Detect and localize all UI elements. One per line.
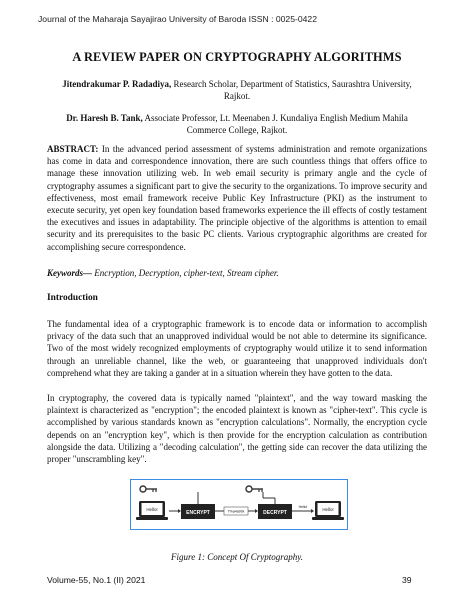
footer-volume: Volume-55, No.1 (II) 2021 xyxy=(47,575,146,585)
section-heading-introduction: Introduction xyxy=(47,293,98,303)
plaintext-arrow-label: Hello! xyxy=(298,505,308,509)
author-2 xyxy=(50,113,424,136)
encrypt-block xyxy=(157,489,215,519)
right-key-icon xyxy=(246,486,263,492)
figure-caption: Figure 1: Concept Of Cryptography. xyxy=(171,552,303,562)
left-key-icon xyxy=(140,486,157,492)
abstract-label: ABSTRACT: xyxy=(47,144,99,154)
author-2-name: Dr. Haresh B. Tank, xyxy=(66,113,143,123)
plaintext-left: Hello! xyxy=(146,507,158,512)
author-1-city: Rajkot. xyxy=(223,90,251,101)
figure-cryptography-concept xyxy=(130,479,348,530)
author-1-affiliation: Research Scholar, Department of Statistics, Saurashtra University, xyxy=(171,79,412,89)
author-1 xyxy=(50,79,424,102)
author-1-name: Jitendrakumar P. Radadiya, xyxy=(62,79,172,89)
introduction-paragraph-2: In cryptography, the covered data is typically named "plaintext", and the way toward masking the plaintext is characterized as "encryption"; the encoded plaintext is known as "cipher-text". This cycle is accomplished by various standards known as "encryption calculations". Normally, the encryption cycle depends on an "encryption key", which is then provide for the encryption calculation as contribution alongside the data. Utilizing a "decoding calculation", the getting side can recover the data utilizing the proper "unscrambling key". xyxy=(47,393,427,465)
paper-title: A REVIEW PAPER ON CRYPTOGRAPHY ALGORITHMS xyxy=(72,50,402,64)
encrypt-label: ENCRYPT xyxy=(186,510,210,516)
left-laptop-icon xyxy=(136,501,168,520)
right-laptop-icon xyxy=(312,501,344,520)
figure-diagram xyxy=(131,480,347,529)
footer-page-number: 39 xyxy=(402,575,412,585)
author-2-affiliation: Associate Professor, Lt. Meenaben J. Kundaliya English Medium Mahila xyxy=(142,113,408,123)
decrypt-block xyxy=(258,492,292,519)
ciphertext-label: 7%a4a00x xyxy=(227,509,245,514)
plaintext-right: Hello! xyxy=(322,507,334,512)
abstract-text: In the advanced period assessment of systems administration and remote organizations has come in data and correspondence innovation, there are such countless things that offers office to manage these innovation utilizing web. In web email security is primary angle and the cycle of cryptography assumes a significant part to give the security to the organizations. To improve security and effectiveness, most email framework receive Public Key Infrastructure (PKI) as the instrument to execute security, yet open key foundation based frameworks experience the ill effects of costly testament the executives and issues in adaptability. The principle objective of the algorithms is attention to email security and its prerequisites to the basic PC clients. Various cryptographic algorithms are created for accomplishing secure correspondence. xyxy=(47,144,427,252)
keywords-label: Keywords— xyxy=(47,268,92,278)
journal-header: Journal of the Maharaja Sayajirao University of Baroda ISSN : 0025-0422 xyxy=(38,14,317,24)
keywords-text: Encryption, Decryption, cipher-text, Stream cipher. xyxy=(92,268,279,278)
introduction-paragraph-1: The fundamental idea of a cryptographic framework is to encode data or information to accomplish privacy of the data such that an unapproved individual would be not able to determine its significance. Two of the most widely recognized employments of cryptography would utilize it to send information through an unreliable channel, like the web, or guaranteeing that unapproved individuals don't comprehend what they are taking a gander at in a situation wherein they have gotten to the data. xyxy=(47,319,427,378)
keywords xyxy=(47,267,427,279)
decrypt-label: DECRYPT xyxy=(263,510,287,516)
abstract xyxy=(47,143,427,253)
author-2-college: Commerce College, Rajkot. xyxy=(186,124,288,135)
